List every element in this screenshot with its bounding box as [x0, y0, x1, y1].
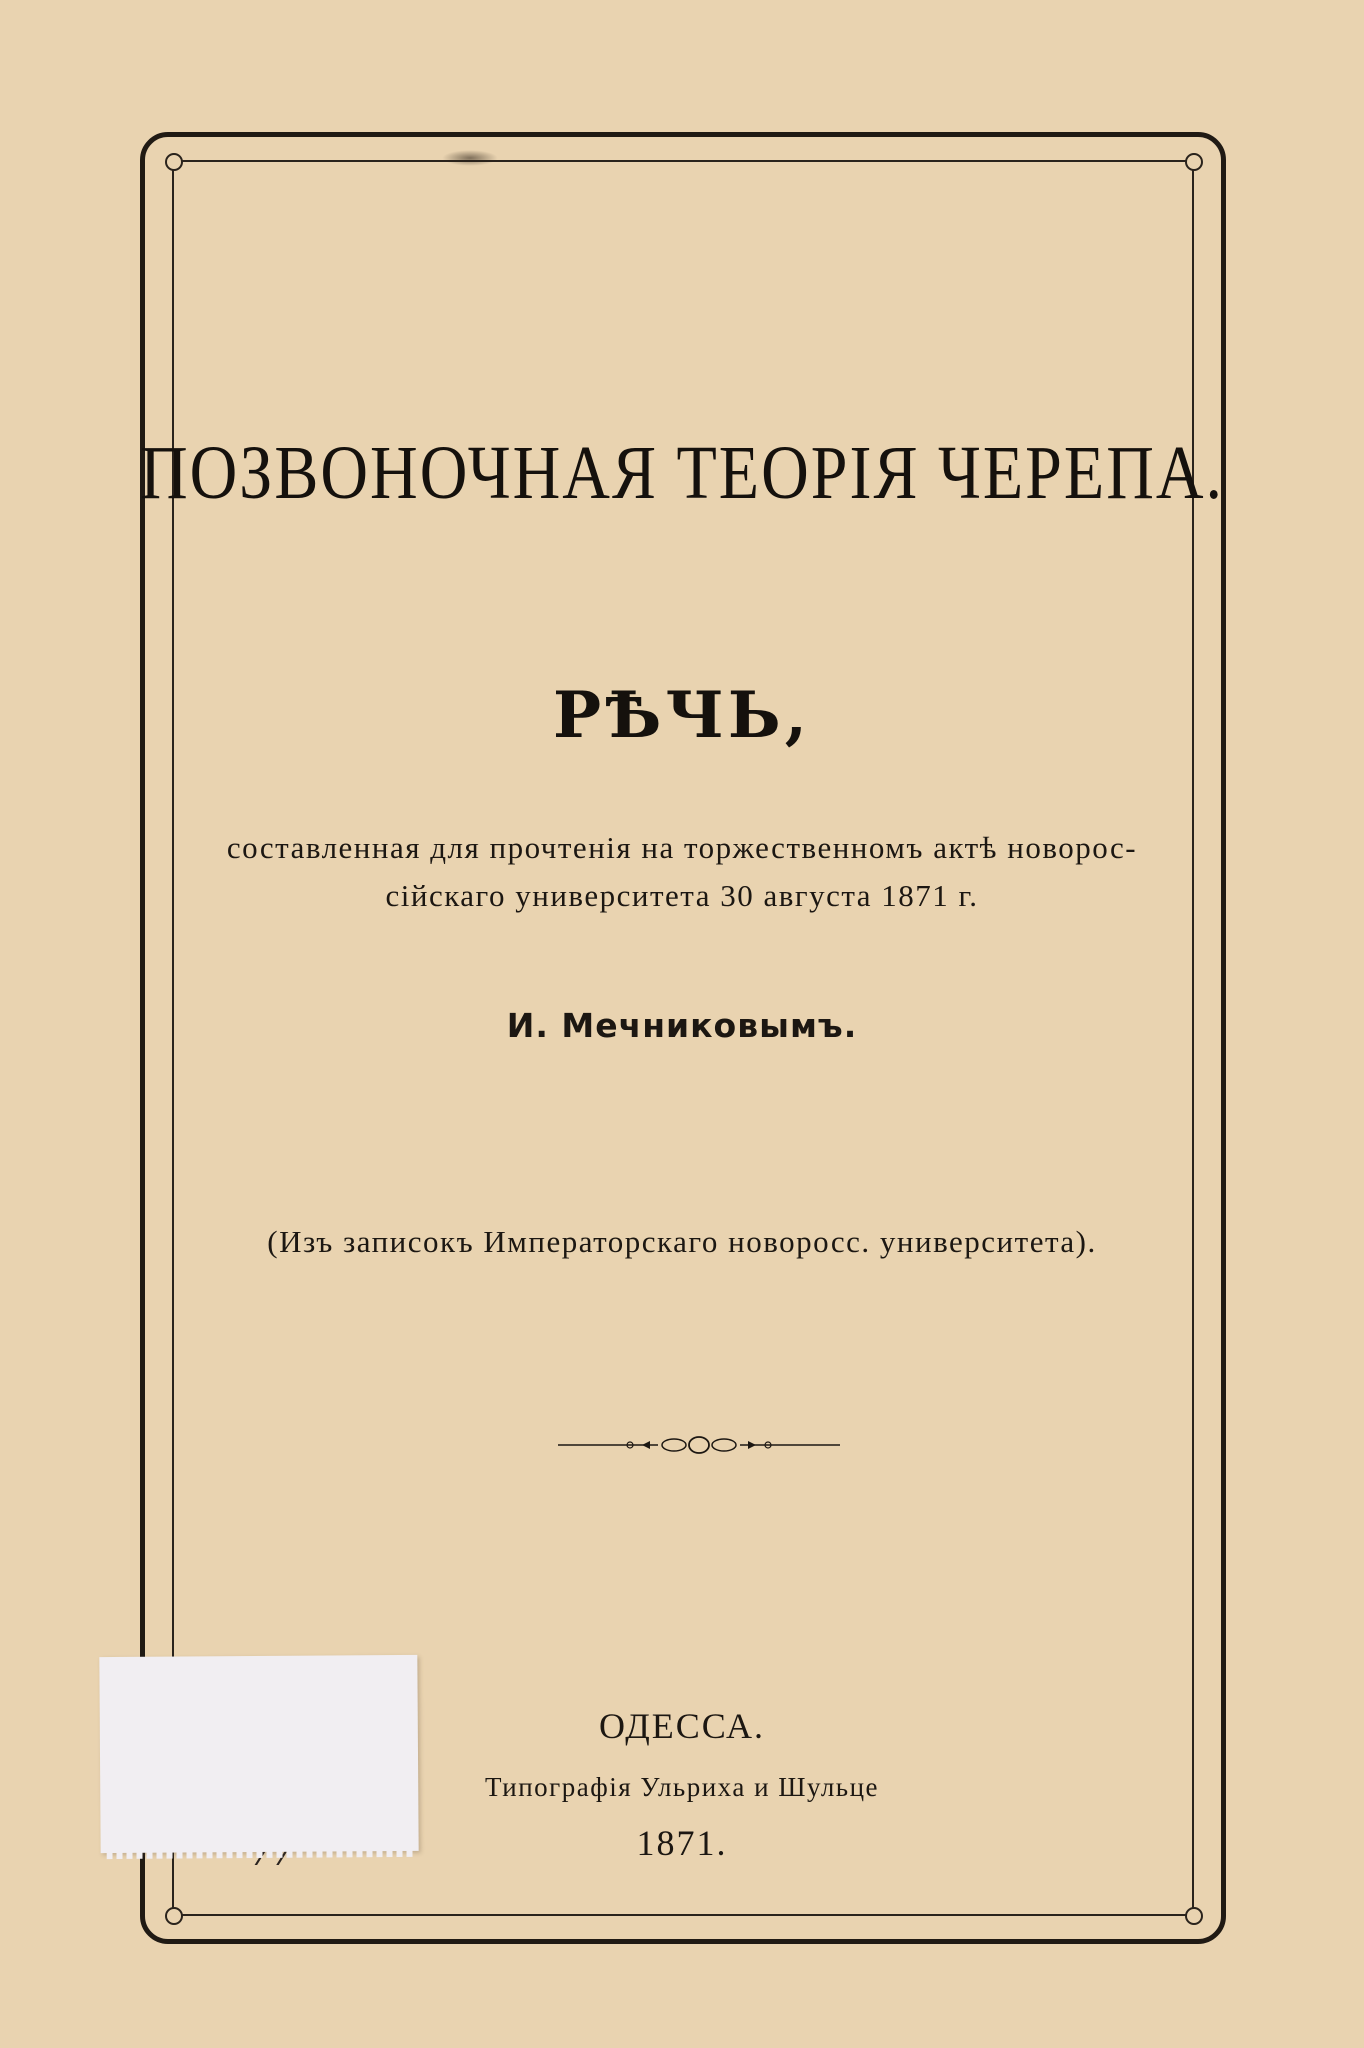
corner-ornament-icon: [1185, 1907, 1203, 1925]
imprint-year: 1871.: [636, 1823, 728, 1863]
author-name: И. Мечниковымъ.: [506, 1006, 858, 1045]
library-label-sticker: [99, 1655, 418, 1853]
subtitle-line-2: сійскаго университета 30 августа 1871 г.: [385, 878, 979, 913]
ink-smudge: [442, 150, 498, 166]
imprint-city: ОДЕССА.: [599, 1706, 765, 1746]
corner-ornament-icon: [165, 1907, 183, 1925]
corner-ornament-icon: [165, 153, 183, 171]
rule-ornament-icon: [558, 1430, 840, 1460]
source-note: (Изъ записокъ Императорскаго новоросс. университета).: [267, 1224, 1097, 1259]
book-title: ПОЗВОНОЧНАЯ ТЕОРІЯ ЧЕРЕПА.: [139, 431, 1225, 516]
corner-ornament-icon: [1185, 153, 1203, 171]
genre-heading: РѢЧЬ,: [553, 678, 811, 753]
subtitle-line-1: составленная для прочтенія на торжественномъ актѣ новорос-: [226, 830, 1138, 865]
imprint-printer: Типографія Ульриха и Шульце: [484, 1772, 880, 1802]
